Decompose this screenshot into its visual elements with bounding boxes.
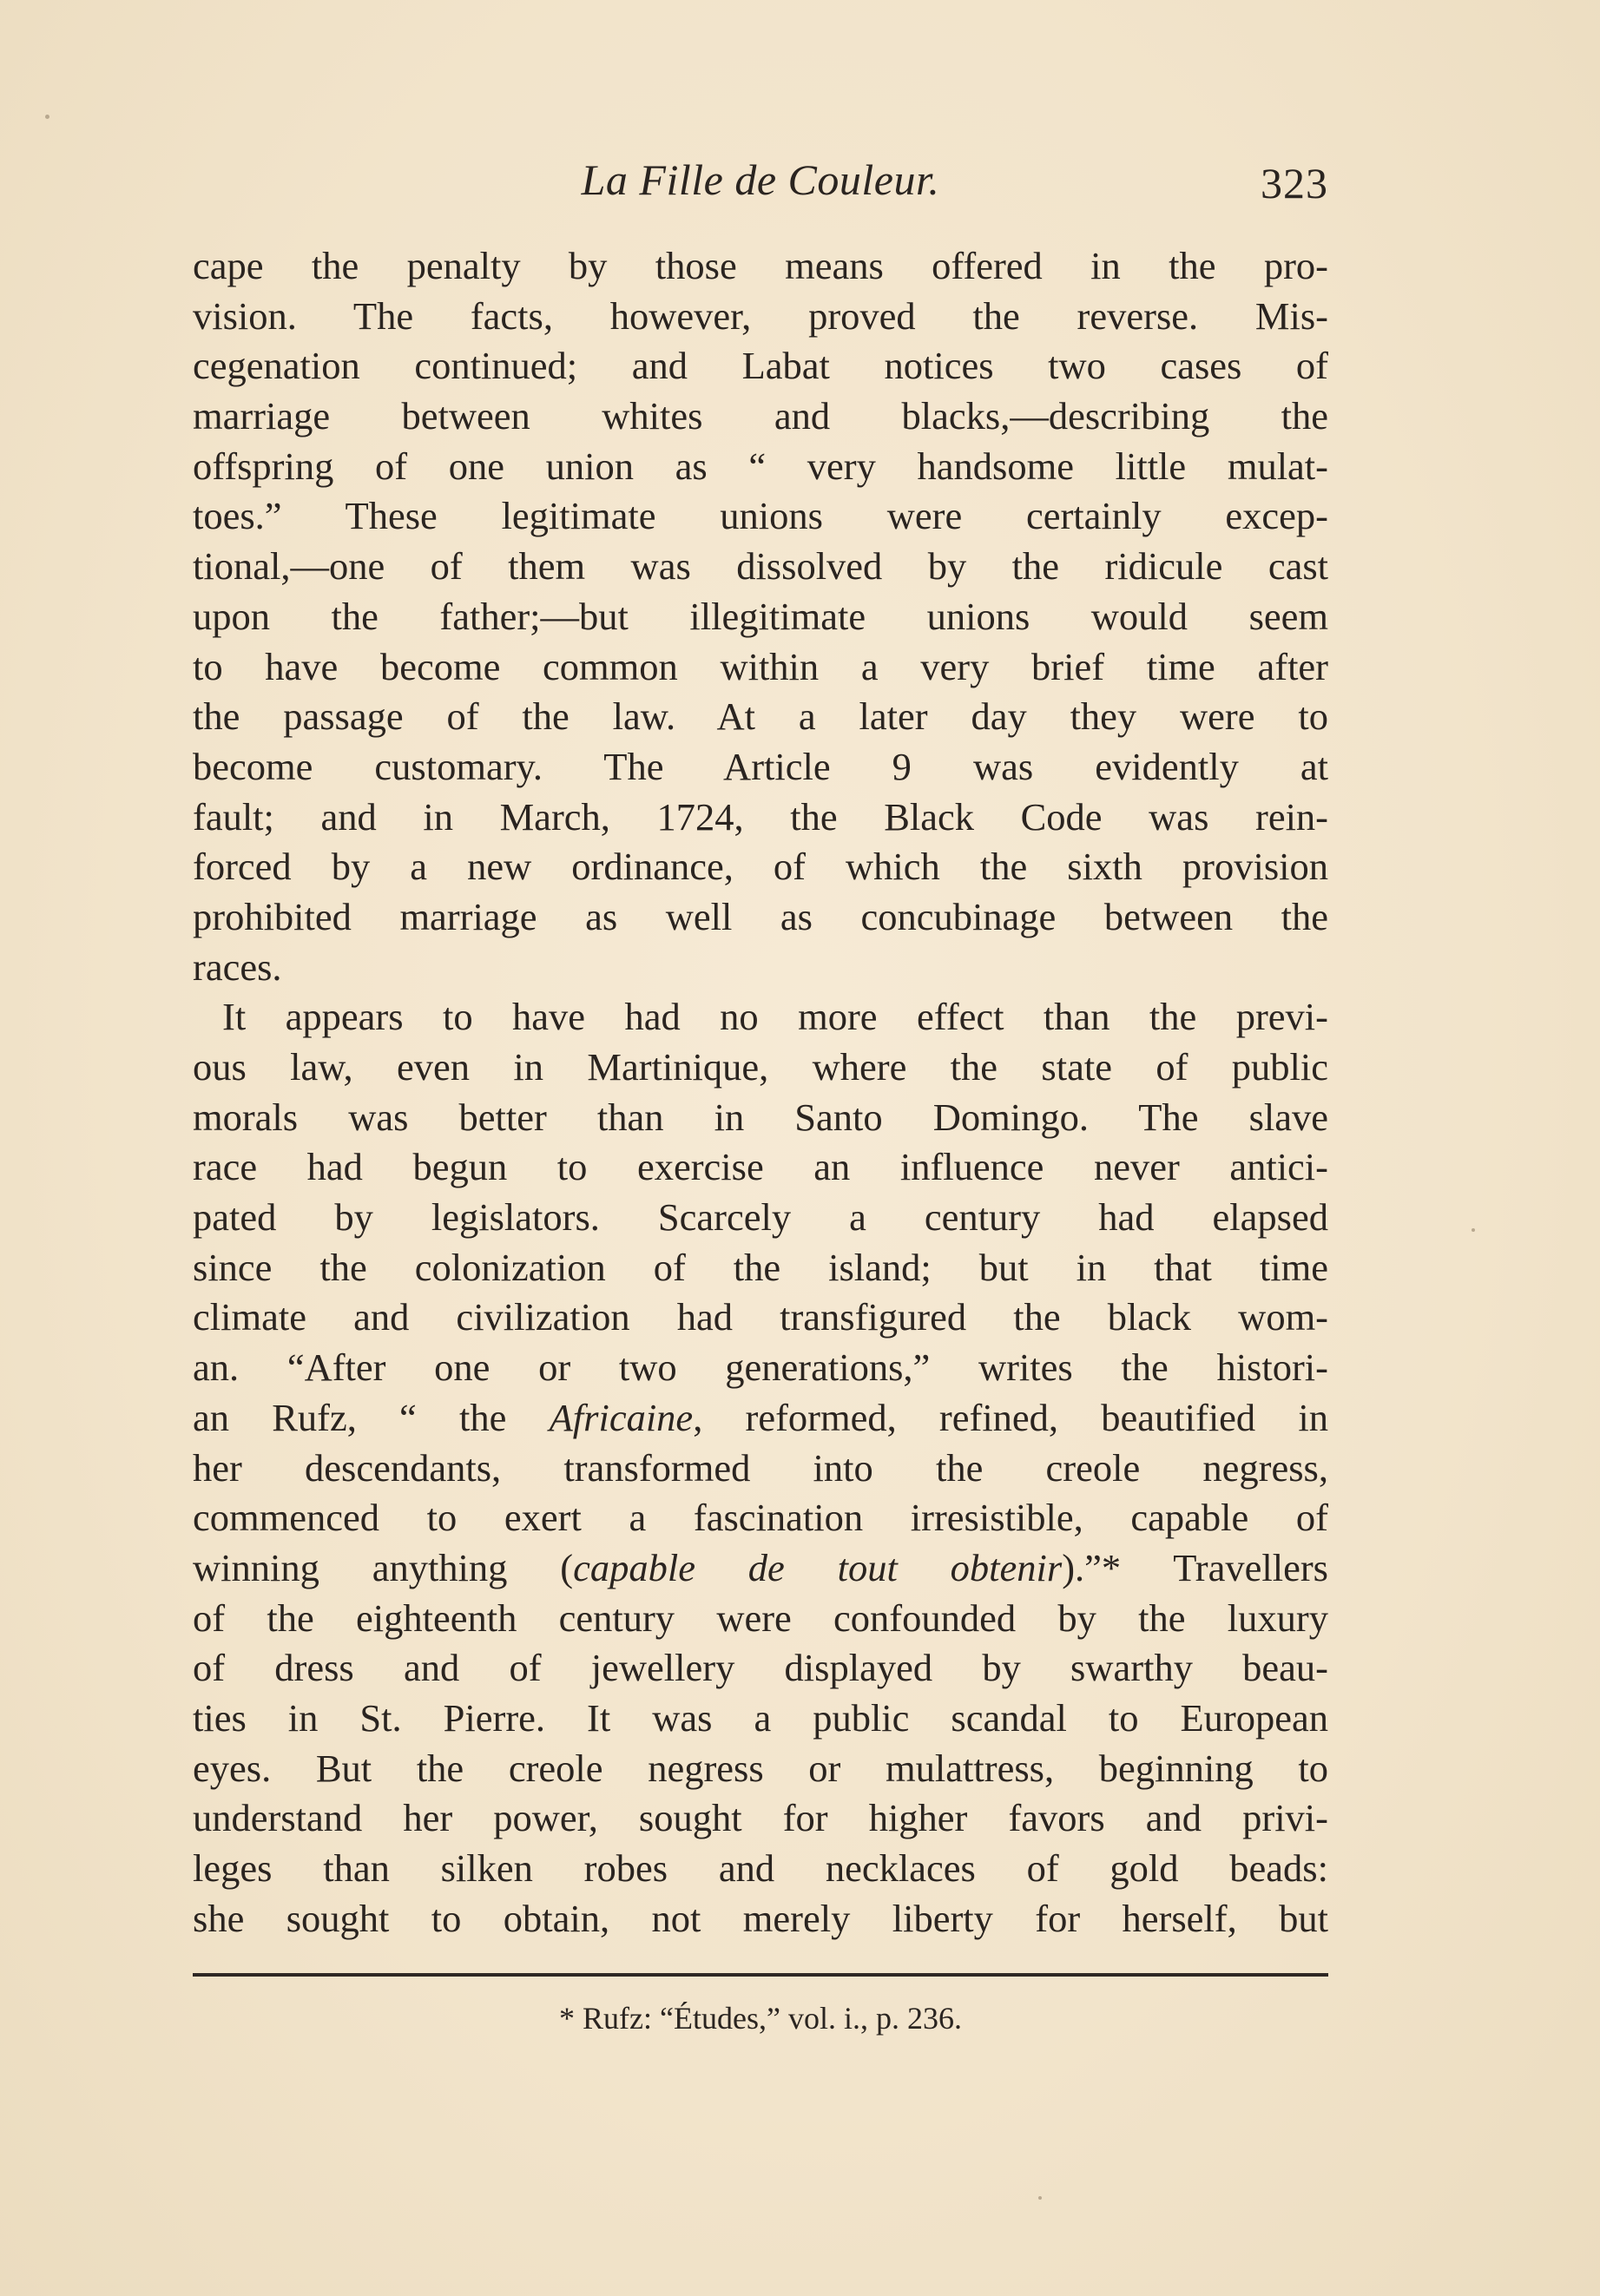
text-line: commenced to exert a fascination irresistible, capable of [193, 1496, 1328, 1540]
body-text [193, 241, 1328, 1944]
footnote-rule [193, 1973, 1328, 1977]
text-line: understand her power, sought for higher favors and privi- [193, 1796, 1328, 1840]
text-line: vision. The facts, however, proved the reverse. Mis- [193, 293, 1328, 338]
text-line: become customary. The Article 9 was evidently at [193, 744, 1328, 788]
text-line: ous law, even in Martinique, where the state of public [193, 1045, 1328, 1089]
text-line: upon the father;—but illegitimate unions would seem [193, 594, 1328, 638]
text-line: cape the penalty by those means offered in the pro- [193, 244, 1328, 287]
text-line-obtenir [193, 1543, 1328, 1594]
text-line: climate and civilization had transfigured the black wom- [193, 1295, 1328, 1339]
text-line: her descendants, transformed into the creole negress, [193, 1445, 1328, 1490]
text-segment: , reformed, refined, beautified in [693, 1395, 1329, 1439]
text-line: race had begun to exercise an influence never antici- [193, 1145, 1328, 1189]
italic-capable-de-tout-obtenir: capable de tout obtenir [573, 1545, 1063, 1589]
italic-africaine: Africaine [549, 1395, 694, 1439]
text-line: offspring of one union as “ very handsome little mulat- [193, 444, 1328, 488]
paper-speck [1472, 1228, 1475, 1232]
text-line: marriage between whites and blacks,—describing the [193, 394, 1328, 438]
text-line: the passage of the law. At a later day they were to [193, 694, 1328, 739]
running-title: La Fille de Couleur. [581, 155, 940, 204]
text-line: toes.” These legitimate unions were certainly excep- [193, 494, 1328, 538]
text-line-africaine [193, 1393, 1328, 1444]
running-head [193, 149, 1328, 210]
text-segment: an Rufz, “ the [193, 1395, 550, 1439]
text-line: cegenation continued; and Labat notices two cases of [193, 344, 1328, 388]
text-line: an. “After one or two generations,” writes the histori- [193, 1345, 1328, 1390]
paper-speck [1038, 2196, 1042, 2200]
text-line: forced by a new ordinance, of which the sixth provision [193, 845, 1328, 889]
paragraph-start-line: It appears to have had no more effect than the previ- [222, 995, 1328, 1039]
text-line: fault; and in March, 1724, the Black Code was rein- [193, 794, 1328, 839]
text-line: to have become common within a very brief time after [193, 644, 1328, 688]
text-line: of dress and of jewellery displayed by swarthy beau- [193, 1646, 1328, 1690]
page-number: 323 [1261, 159, 1328, 207]
text-line: prohibited marriage as well as concubinage between the [193, 894, 1328, 938]
paragraph-end-line: races. [193, 944, 282, 989]
text-line: eyes. But the creole negress or mulattress, beginning to [193, 1746, 1328, 1790]
text-line: since the colonization of the island; but in that time [193, 1245, 1328, 1289]
text-line: she sought to obtain, not merely liberty for herself, but [193, 1896, 1328, 1940]
footnote: * Rufz: “Études,” vol. i., p. 236. [559, 2001, 962, 2036]
text-line: tional,—one of them was dissolved by the ridicule cast [193, 544, 1328, 589]
text-segment: ).”* Travellers [1062, 1545, 1328, 1589]
text-line: pated by legislators. Scarcely a century had elapsed [193, 1195, 1328, 1240]
text-line: morals was better than in Santo Domingo. The slave [193, 1095, 1328, 1139]
text-line: of the eighteenth century were confounded by the luxury [193, 1595, 1328, 1640]
paper-speck [45, 115, 49, 119]
text-segment: winning anything ( [193, 1545, 574, 1589]
text-line: leges than silken robes and necklaces of gold beads: [193, 1846, 1328, 1890]
text-line: ties in St. Pierre. It was a public scandal to European [193, 1695, 1328, 1740]
